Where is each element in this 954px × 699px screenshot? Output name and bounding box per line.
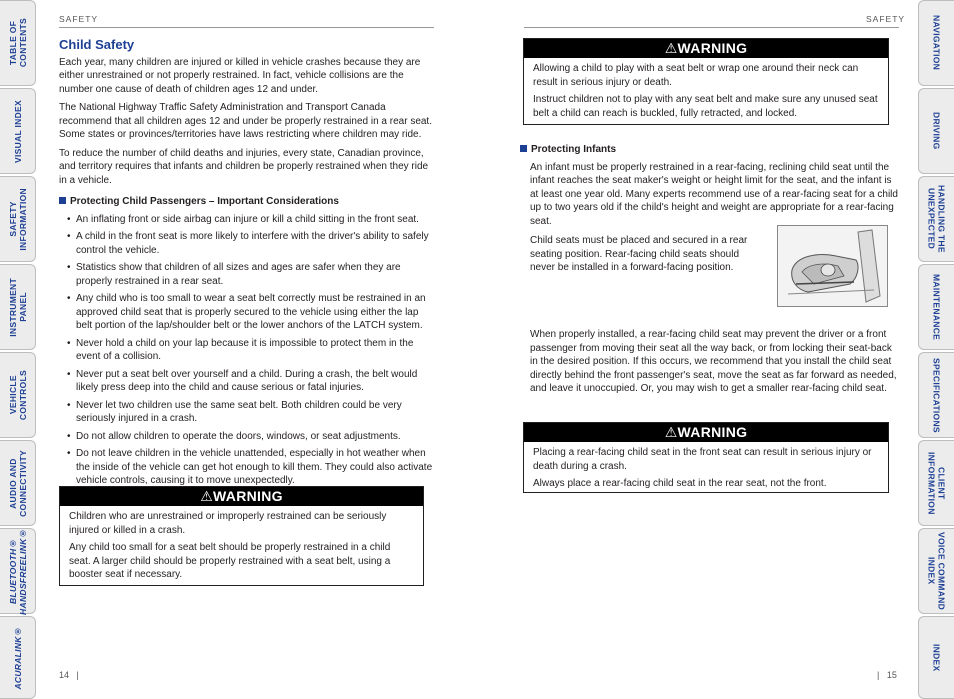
tab-specifications[interactable]	[918, 352, 954, 438]
list-item: • Do not allow children to operate the doors, windows, or seat adjustments.	[76, 430, 436, 444]
tab-label: HANDLING THE UNEXPECTED	[926, 185, 947, 253]
tab-label: INDEX	[931, 643, 942, 672]
paragraph: Child seats must be placed and secured in a rear seating position. Rear-facing child seats should never be installed in a forward-facing position.	[530, 235, 748, 273]
tab-safety-information[interactable]	[0, 176, 36, 262]
warning-label: WARNING	[677, 424, 748, 440]
list-item: • A child in the front seat is more likely to interfere with the driver's ability to safely control the vehicle.	[76, 230, 436, 257]
tab-vehicle-controls[interactable]	[0, 352, 36, 438]
subheading	[520, 143, 900, 157]
warning-box	[523, 422, 889, 493]
paragraph: The National Highway Traffic Safety Administration and Transport Canada recommend that all children ages 12 and under be properly restrained in a rear seat. Some states or provinces/territories have laws restricting where children may ride.	[59, 102, 432, 140]
tab-label: AUDIO AND CONNECTIVITY	[7, 449, 28, 517]
right-header-rule	[524, 27, 899, 28]
rear-facing-child-seat-illustration	[777, 225, 888, 307]
warning-label: WARNING	[677, 40, 748, 56]
page-number-text: 15	[886, 670, 897, 680]
tab-navigation[interactable]	[918, 0, 954, 86]
list-item: • Never put a seat belt over yourself and a child. During a crash, the belt would likely press deep into the child and cause serious or fatal injuries.	[76, 368, 436, 395]
square-bullet-icon	[520, 145, 527, 152]
warning-box	[59, 486, 424, 586]
warning-body	[60, 506, 423, 590]
tab-bluetooth-handsfreelink[interactable]	[0, 528, 36, 614]
tab-client-information[interactable]	[918, 440, 954, 526]
subheading	[59, 195, 436, 209]
warning-text: Placing a rear-facing child seat in the front seat can result in serious injury or death during a crash.	[533, 447, 872, 472]
subheading-text: Protecting Infants	[531, 144, 617, 155]
left-header-rule	[59, 27, 434, 28]
warning-text: Always place a rear-facing child seat in the rear seat, not the front.	[533, 478, 827, 489]
page-number: 14 |	[59, 670, 79, 680]
tab-label: VEHICLE CONTROLS	[7, 369, 28, 421]
paragraph: Each year, many children are injured or killed in vehicle crashes because they are either unrestrained or not properly restrained. In fact, vehicle collisions are the number one cause of death of children ages 12 and under.	[59, 56, 421, 95]
warning-text: Allowing a child to play with a seat belt or wrap one around their neck can result in serious injury or death.	[533, 63, 859, 88]
tab-label: BLUETOOTH® HANDSFREELINK®	[7, 527, 28, 615]
tab-handling-unexpected[interactable]	[918, 176, 954, 262]
tab-label: NAVIGATION	[931, 15, 942, 71]
warning-text: Any child too small for a seat belt should be properly restrained in a child seat. A larger child should be properly restrained with a seat belt, using a booster seat if necessary.	[69, 542, 391, 580]
tab-label: SAFETY INFORMATION	[7, 187, 28, 251]
right-page-content	[530, 328, 900, 401]
tab-label: INSTRUMENT PANEL	[7, 277, 28, 337]
tab-label: CLIENT INFORMATION	[926, 451, 947, 515]
warning-triangle-icon: ⚠	[664, 40, 678, 56]
warning-triangle-icon: ⚠	[200, 488, 214, 504]
page-number: | 15	[877, 670, 897, 680]
square-bullet-icon	[59, 197, 66, 204]
tab-driving[interactable]	[918, 88, 954, 174]
right-section-tabs	[918, 0, 954, 699]
list-item: • An inflating front or side airbag can injure or kill a child sitting in the front seat.	[76, 213, 436, 227]
tab-label: VISUAL INDEX	[12, 99, 23, 163]
tab-voice-command-index[interactable]	[918, 528, 954, 614]
paragraph: When properly installed, a rear-facing child seat may prevent the driver or a front passenger from moving their seat all the way back, or from locking their seat-back in the desired position. If this occurs, we recommend that you install the child seat directly behind the front passenger's seat, move the seat as far forward as needed, and leave it unoccupied. Or, you may wish to get a smaller rear-facing child seat.	[530, 329, 897, 394]
warning-triangle-icon: ⚠	[664, 424, 678, 440]
subheading-text: Protecting Child Passengers – Important Considerations	[70, 196, 339, 207]
list-item: • Never hold a child on your lap because it is impossible to protect them in the event of a collision.	[76, 337, 436, 364]
warning-header	[524, 423, 888, 442]
tab-maintenance[interactable]	[918, 264, 954, 350]
considerations-list	[59, 213, 436, 488]
tab-acuralink[interactable]	[0, 616, 36, 699]
right-page-content	[530, 234, 752, 280]
paragraph: An infant must be properly restrained in a rear-facing, reclining child seat until the infant reaches the seat maker's weight or height limit for the seat, and the infant is at least one year old. Many experts recommend use of a rear-facing seat for a child up to two years old if the child's height and weight are appropriate for a rear-facing seat.	[530, 161, 898, 227]
warning-text: Instruct children not to play with any seat belt and make sure any unused seat belt a child can reach is buckled, fully retracted, and locked.	[533, 94, 878, 119]
list-item: • Do not leave children in the vehicle unattended, especially in hot weather when the inside of the vehicle can get hot enough to kill them. They could also activate vehicle controls, causing it to move unexpectedly.	[76, 447, 436, 488]
list-item: • Statistics show that children of all sizes and ages are safer when they are properly restrained in a rear seat.	[76, 261, 436, 288]
tab-label: TABLE OF CONTENTS	[7, 18, 28, 68]
list-item: • Any child who is too small to wear a seat belt correctly must be restrained in an approved child seat that is properly secured to the vehicle using either the lap belt portion of the lap/shoulder belt or the lower anchors of the LATCH system.	[76, 292, 436, 333]
tab-visual-index[interactable]	[0, 88, 36, 174]
tab-table-of-contents[interactable]	[0, 0, 36, 86]
tab-label: DRIVING	[931, 112, 942, 150]
page-number-text: 14	[59, 670, 70, 680]
warning-body	[524, 442, 888, 499]
left-running-header: SAFETY	[59, 14, 99, 24]
warning-label: WARNING	[213, 488, 283, 504]
tab-audio-connectivity[interactable]	[0, 440, 36, 526]
paragraph: To reduce the number of child deaths and injuries, every state, Canadian province, and territory requires that infants and children be properly restrained when they ride in a vehicle.	[59, 147, 429, 186]
tab-label: SPECIFICATIONS	[931, 357, 942, 433]
right-page-content	[520, 135, 900, 233]
warning-body	[524, 58, 888, 128]
tab-index[interactable]	[918, 616, 954, 699]
tab-instrument-panel[interactable]	[0, 264, 36, 350]
left-section-tabs	[0, 0, 36, 699]
tab-label: VOICE COMMAND INDEX	[926, 531, 947, 611]
tab-label: MAINTENANCE	[931, 273, 942, 341]
page-title: Child Safety	[59, 37, 135, 52]
warning-header	[60, 487, 423, 506]
right-running-header: SAFETY	[866, 14, 906, 24]
left-page-content	[59, 38, 436, 492]
list-item: • Never let two children use the same seat belt. Both children could be very seriously injured in a crash.	[76, 399, 436, 426]
warning-box	[523, 38, 889, 125]
child-seat-icon	[778, 226, 887, 306]
warning-text: Children who are unrestrained or improperly restrained can be seriously injured or killed in a crash.	[69, 511, 387, 536]
tab-label: ACURALINK®	[12, 625, 23, 690]
warning-header	[524, 39, 888, 58]
